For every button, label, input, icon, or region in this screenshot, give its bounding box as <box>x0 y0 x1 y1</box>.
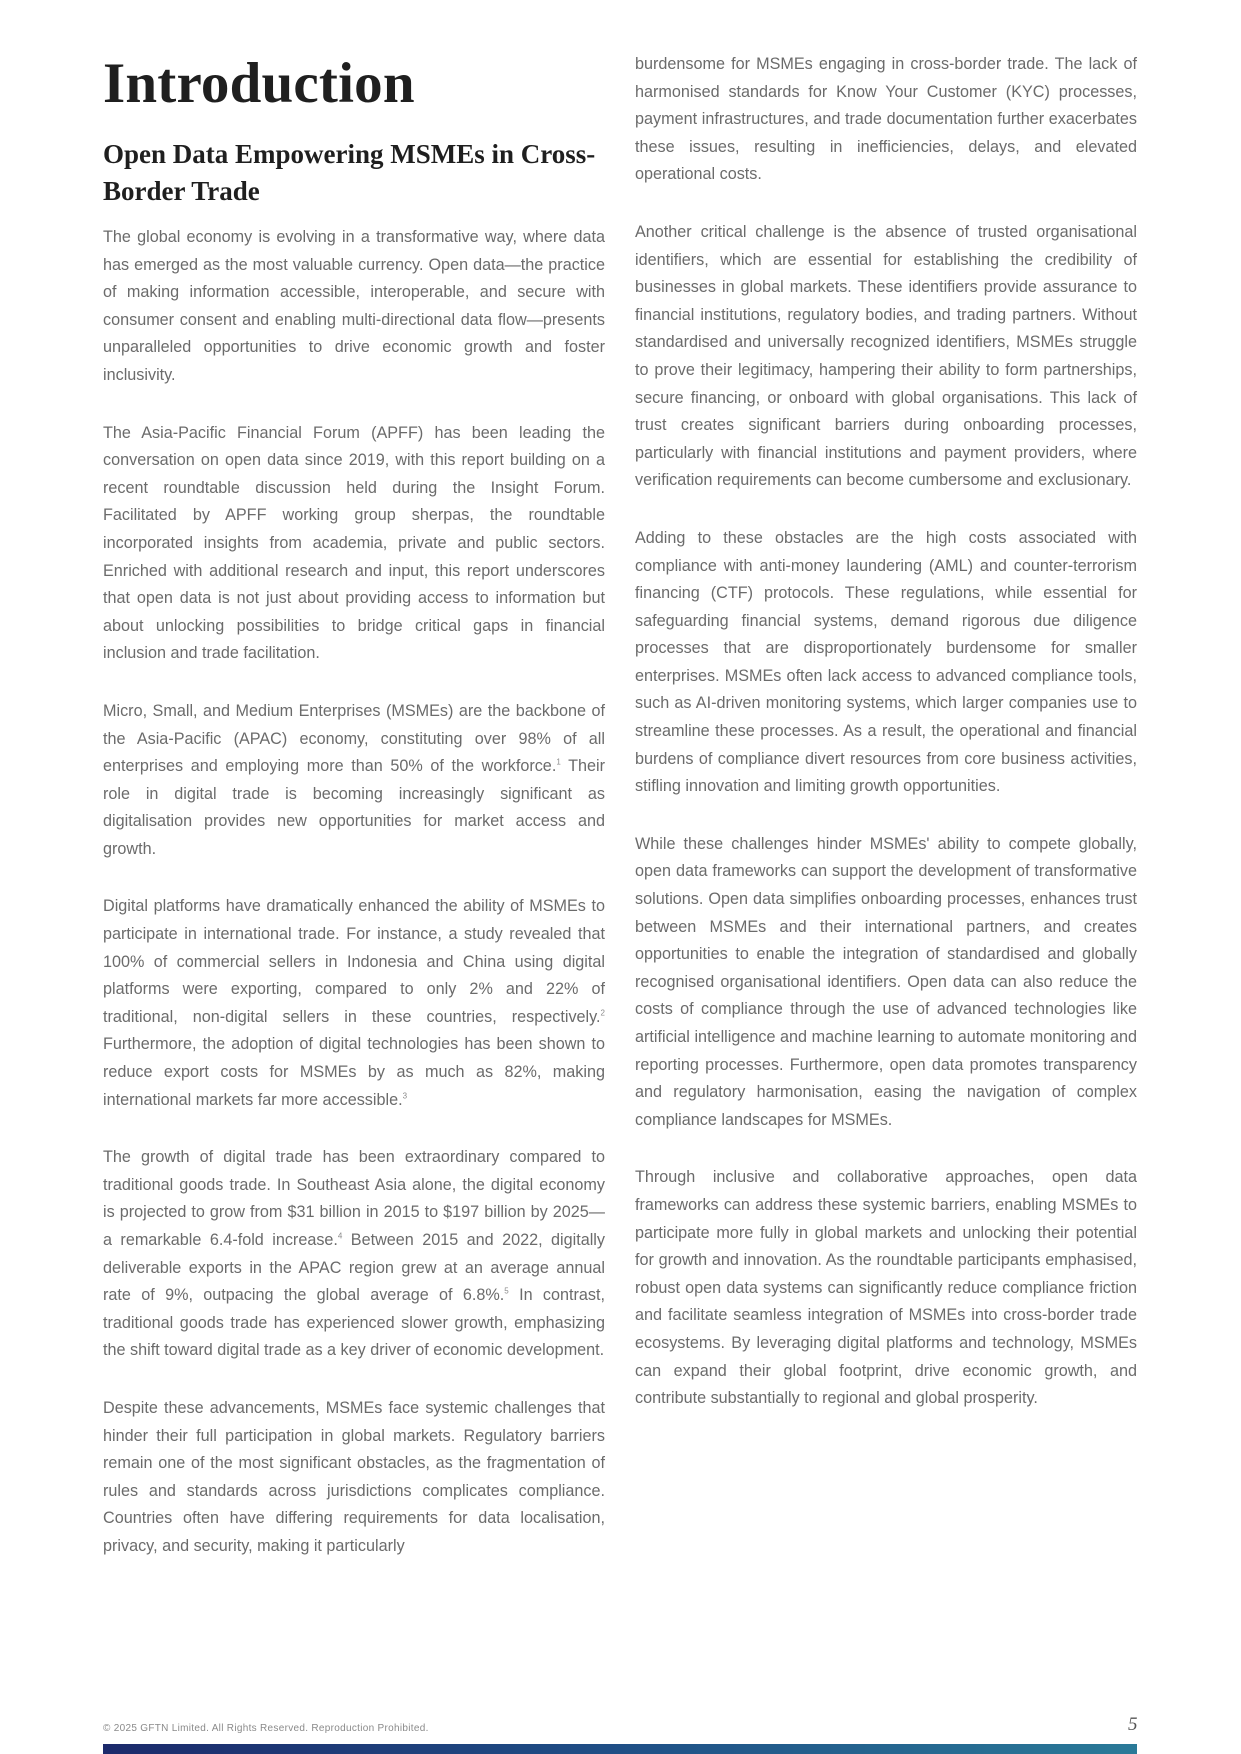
paragraph-text: Their role in digital trade is becoming increasingly significant as digitalisation provides new opportunities for market access and growth. <box>103 757 605 858</box>
paragraph-apff: The Asia-Pacific Financial Forum (APFF) has been leading the conversation on open data since 2019, with this report building on a recent roundtable discussion held during the Insight Forum. Facilitated by APFF working group sherpas, the roundtable incorporated insights from academia, private and public sectors. Enriched with additional research and input, this report underscores that open data is not just about providing access to information but about unlocking possibilities to bridge critical gaps in financial inclusion and trade facilitation. <box>103 423 605 663</box>
right-column <box>635 51 1137 1443</box>
paragraph-compliance-costs: Adding to these obstacles are the high costs associated with compliance with anti-money laundering (AML) and counter-terrorism financing (CTF) protocols. These regulations, while essential for safeguarding financial systems, demand rigorous due diligence processes that are disproportionately burdensome for smaller enterprises. MSMEs often lack access to advanced compliance tools, such as AI-driven monitoring systems, which larger companies use to streamline these processes. As a result, the operational and financial burdens of compliance divert resources from core business activities, stifling innovation and limiting growth opportunities. <box>635 528 1137 796</box>
paragraph-global-economy: The global economy is evolving in a transformative way, where data has emerged as the most valuable currency. Open data—the practice of making information accessible, interoperable, and secure with consumer consent and enabling multi-directional data flow—presents unparalleled opportunities to drive economic growth and foster inclusivity. <box>103 228 605 384</box>
section-subtitle: Open Data Empowering MSMEs in Cross-Border Trade <box>103 139 596 206</box>
footnote-ref-3: 3 <box>402 1091 408 1101</box>
footnote-ref-2: 2 <box>600 1008 605 1018</box>
footer-copyright: © 2025 GFTN Limited. All Rights Reserved. Reproduction Prohibited. <box>103 1723 429 1734</box>
paragraph-msmes-backbone <box>103 698 605 864</box>
footnote-ref-5: 5 <box>504 1286 509 1296</box>
paragraph-text: Furthermore, the adoption of digital technologies has been shown to reduce export costs for MSMEs by as much as 82%, making international markets far more accessible. <box>103 1035 605 1109</box>
paragraph-text: Between 2015 and 2022, digitally deliverable exports in the APAC region grew at an average annual rate of 9%, outpacing the global average of 6.8%. <box>103 1231 605 1305</box>
page-title: Introduction <box>103 52 415 115</box>
paragraph-digital-platforms <box>103 893 605 1114</box>
paragraph-text: Digital platforms have dramatically enhanced the ability of MSMEs to participate in international trade. For instance, a study revealed that 100% of commercial sellers in Indonesia and China using digital platforms were exporting, compared to only 2% and 22% of traditional, non-digital sellers in these countries, respectively. <box>103 897 605 1026</box>
paragraph-kyc-continuation: burdensome for MSMEs engaging in cross-border trade. The lack of harmonised standards for Know Your Customer (KYC) processes, payment infrastructures, and trade documentation further exacerbates these issues, resulting in inefficiencies, delays, and elevated operational costs. <box>635 55 1137 184</box>
page-number: 5 <box>1128 1714 1138 1735</box>
footnote-ref-1: 1 <box>556 757 561 767</box>
footnote-ref-4: 4 <box>337 1231 343 1241</box>
footer-gradient-bar <box>103 1744 1137 1754</box>
paragraph-text: In contrast, traditional goods trade has experienced slower growth, emphasizing the shift toward digital trade as a key driver of economic development. <box>103 1286 605 1360</box>
paragraph-systemic-challenges: Despite these advancements, MSMEs face systemic challenges that hinder their full participation in global markets. Regulatory barriers remain one of the most significant obstacles, as the fragmentation of rules and standards across jurisdictions complicates compliance. Countries often have differing requirements for data localisation, privacy, and security, making it particularly <box>103 1398 605 1555</box>
paragraph-identifiers: Another critical challenge is the absence of trusted organisational identifiers, which are essential for establishing the credibility of businesses in global markets. These identifiers provide assurance to financial institutions, regulatory bodies, and trading partners. Without standardised and universally recognized identifiers, MSMEs struggle to prove their legitimacy, hampering their ability to form partnerships, secure financing, or onboard with global organisations. This lack of trust creates significant barriers during onboarding processes, particularly with financial institutions and payment providers, where verification requirements can become cumbersome and exclusionary. <box>635 222 1137 490</box>
paragraph-text: Micro, Small, and Medium Enterprises (MSMEs) are the backbone of the Asia-Pacific (APAC) economy, constituting over 98% of all enterprises and employing more than 50% of the workforce. <box>103 701 605 776</box>
paragraph-collaborative-approaches: Through inclusive and collaborative approaches, open data frameworks can address these systemic barriers, enabling MSMEs to participate more fully in global markets and unlocking their potential for growth and innovation. As the roundtable participants emphasised, robust open data systems can significantly reduce compliance friction and facilitate seamless integration of MSMEs into cross-border trade ecosystems. By leveraging digital platforms and technology, MSMEs can expand their global footprint, drive economic growth, and contribute substantially to regional and global prosperity. <box>635 1168 1137 1408</box>
paragraph-text: The growth of digital trade has been extraordinary compared to traditional goods trade. In Southeast Asia alone, the digital economy is projected to grow from $31 billion in 2015 to $197 billion by 2025—a remarkable 6.4-fold increase. <box>103 1148 605 1249</box>
paragraph-digital-trade-growth <box>103 1144 605 1365</box>
left-column <box>103 0 605 1591</box>
paragraph-open-data-solutions: While these challenges hinder MSMEs' ability to compete globally, open data frameworks can support the development of transformative solutions. Open data simplifies onboarding processes, enhances trust between MSMEs and their international partners, and creates opportunities to enable the integration of standardised and globally recognised organisational identifiers. Open data can also reduce the costs of compliance through the use of advanced technologies like artificial intelligence and machine learning to automate monitoring and reporting processes. Furthermore, open data promotes transparency and regulatory harmonisation, easing the navigation of complex compliance landscapes for MSMEs. <box>635 834 1137 1129</box>
